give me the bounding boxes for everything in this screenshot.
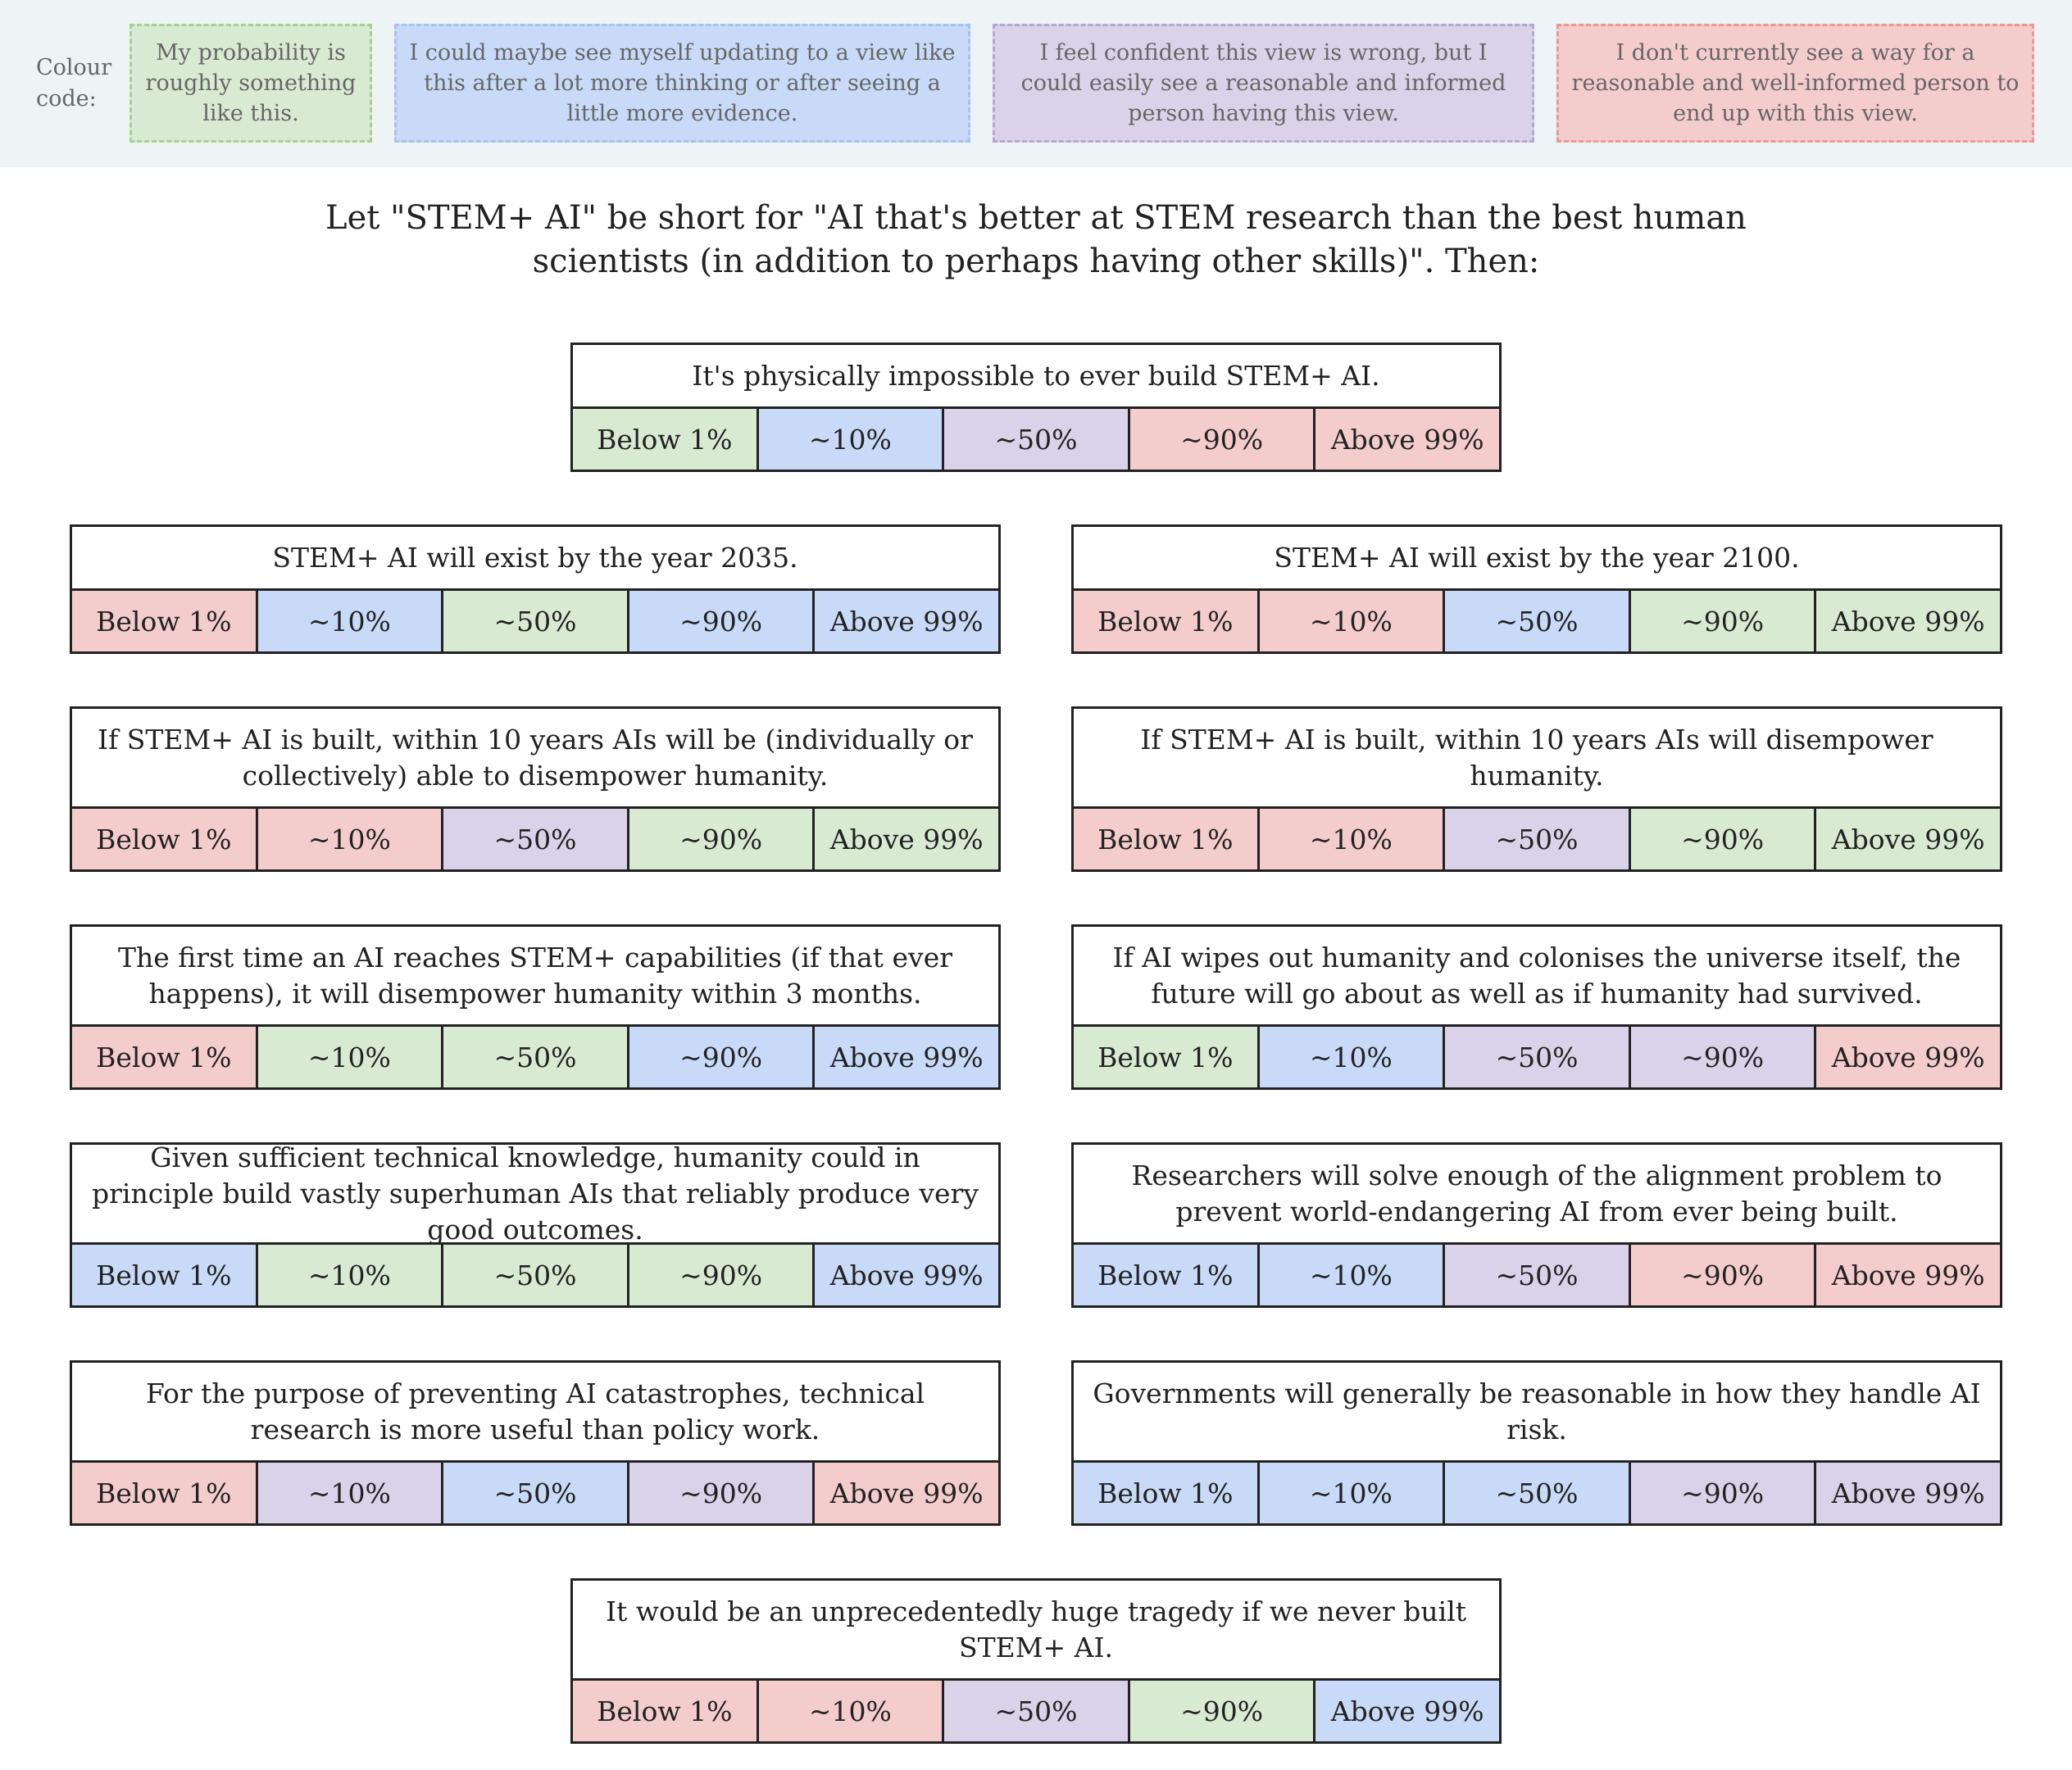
probability-option: Below 1%: [1074, 1027, 1257, 1087]
probability-option: ~90%: [627, 1027, 813, 1087]
option-row: [1071, 806, 2002, 872]
probability-option: ~50%: [1443, 1463, 1629, 1523]
probability-option: ~10%: [1257, 809, 1443, 869]
probability-option: ~50%: [441, 809, 627, 869]
legend-item-green: My probability is roughly something like this.: [130, 24, 372, 143]
probability-option: Above 99%: [812, 591, 998, 651]
question-text: STEM+ AI will exist by the year 2035.: [70, 524, 1001, 588]
probability-option: ~10%: [1257, 1027, 1443, 1087]
question-card: [1071, 924, 2002, 1090]
probability-option: ~90%: [1629, 1245, 1815, 1305]
probability-option: ~90%: [627, 1245, 813, 1305]
probability-option: ~50%: [441, 1245, 627, 1305]
probability-option: ~10%: [256, 809, 442, 869]
probability-option: Below 1%: [1074, 591, 1257, 651]
question-text: Given sufficient technical knowledge, humanity could in principle build vastly superhuman AIs that reliably produce very good outcomes.: [70, 1142, 1001, 1242]
probability-option: Above 99%: [812, 1245, 998, 1305]
question-card: [1071, 706, 2002, 872]
probability-option: ~50%: [1443, 591, 1629, 651]
probability-option: ~90%: [627, 809, 813, 869]
question-card: [1071, 1142, 2002, 1308]
colour-code-legend: [0, 0, 2072, 167]
option-row: [70, 588, 1001, 654]
question-card: [1071, 1360, 2002, 1526]
probability-option: Below 1%: [1074, 1463, 1257, 1523]
option-row: [570, 406, 1502, 472]
probability-option: ~10%: [757, 409, 943, 470]
question-card: [70, 524, 1001, 654]
option-row: [70, 1024, 1001, 1090]
probability-option: ~50%: [942, 409, 1128, 470]
probability-option: ~90%: [1128, 409, 1314, 470]
option-row: [1071, 1242, 2002, 1308]
probability-option: Above 99%: [1814, 1027, 2000, 1087]
probability-option: ~10%: [757, 1681, 943, 1741]
probability-option: Below 1%: [72, 591, 256, 651]
probability-option: Above 99%: [1814, 1245, 2000, 1305]
option-row: [570, 1678, 1502, 1744]
probability-option: Above 99%: [1814, 1463, 2000, 1523]
probability-option: Above 99%: [812, 1463, 998, 1523]
option-row: [1071, 1460, 2002, 1526]
probability-option: ~90%: [1629, 591, 1815, 651]
probability-option: ~90%: [1128, 1681, 1314, 1741]
probability-option: Above 99%: [1814, 809, 2000, 869]
option-row: [70, 1460, 1001, 1526]
probability-option: ~50%: [1443, 809, 1629, 869]
probability-option: ~50%: [441, 591, 627, 651]
probability-option: ~50%: [942, 1681, 1128, 1741]
question-card: [70, 1360, 1001, 1526]
option-row: [70, 1242, 1001, 1308]
legend-item-purple: I feel confident this view is wrong, but I could easily see a reasonable and informed person having this view.: [993, 24, 1534, 143]
probability-option: Above 99%: [812, 809, 998, 869]
probability-option: ~50%: [441, 1027, 627, 1087]
question-card: [1071, 524, 2002, 654]
question-text: For the purpose of preventing AI catastrophes, technical research is more useful than policy work.: [70, 1360, 1001, 1460]
intro-text: Let "STEM+ AI" be short for "AI that's better at STEM research than the best human scientists (in addition to perhaps having other skills)". Then:: [325, 199, 1747, 280]
probability-option: ~90%: [627, 1463, 813, 1523]
legend-label: Colour code:: [36, 55, 112, 111]
probability-option: Below 1%: [1074, 809, 1257, 869]
question-card: [570, 1578, 1502, 1744]
probability-option: ~10%: [256, 591, 442, 651]
probability-option: Below 1%: [573, 1681, 757, 1741]
probability-option: Below 1%: [573, 409, 757, 470]
probability-option: Above 99%: [1814, 591, 2000, 651]
question-text: It would be an unprecedentedly huge tragedy if we never built STEM+ AI.: [570, 1578, 1502, 1678]
question-text: If STEM+ AI is built, within 10 years AIs will disempower humanity.: [1071, 706, 2002, 806]
question-text: STEM+ AI will exist by the year 2100.: [1071, 524, 2002, 588]
probability-option: Below 1%: [72, 1463, 256, 1523]
probability-option: Below 1%: [72, 1245, 256, 1305]
probability-option: Below 1%: [72, 809, 256, 869]
option-row: [1071, 1024, 2002, 1090]
legend-item-red: I don't currently see a way for a reasonable and well-informed person to end up with this view.: [1556, 24, 2034, 143]
probability-option: ~90%: [1629, 1027, 1815, 1087]
probability-option: ~90%: [1629, 1463, 1815, 1523]
option-row: [1071, 588, 2002, 654]
probability-option: ~10%: [256, 1463, 442, 1523]
probability-option: ~50%: [1443, 1245, 1629, 1305]
probability-option: ~10%: [256, 1027, 442, 1087]
question-card: [70, 706, 1001, 872]
question-text: Researchers will solve enough of the alignment problem to prevent world-endangering AI from ever being built.: [1071, 1142, 2002, 1242]
probability-option: ~50%: [1443, 1027, 1629, 1087]
question-card: [70, 1142, 1001, 1308]
probability-option: ~90%: [627, 591, 813, 651]
question-card: [570, 343, 1502, 472]
probability-option: Above 99%: [1313, 409, 1499, 470]
question-text: Governments will generally be reasonable in how they handle AI risk.: [1071, 1360, 2002, 1460]
question-text: If AI wipes out humanity and colonises the universe itself, the future will go about as well as if humanity had survived.: [1071, 924, 2002, 1024]
probability-option: Above 99%: [1313, 1681, 1499, 1741]
question-text: If STEM+ AI is built, within 10 years AIs will be (individually or collectively) able to disempower humanity.: [70, 706, 1001, 806]
probability-option: ~10%: [1257, 1245, 1443, 1305]
probability-option: ~10%: [1257, 591, 1443, 651]
probability-option: ~10%: [256, 1245, 442, 1305]
question-card: [70, 924, 1001, 1090]
probability-option: Below 1%: [1074, 1245, 1257, 1305]
question-text: The first time an AI reaches STEM+ capabilities (if that ever happens), it will disempower humanity within 3 months.: [70, 924, 1001, 1024]
probability-option: ~10%: [1257, 1463, 1443, 1523]
probability-option: ~90%: [1629, 809, 1815, 869]
legend-item-blue: I could maybe see myself updating to a view like this after a lot more thinking or after seeing a little more evidence.: [394, 24, 970, 143]
probability-option: Above 99%: [812, 1027, 998, 1087]
question-text: It's physically impossible to ever build STEM+ AI.: [570, 343, 1502, 406]
probability-option: ~50%: [441, 1463, 627, 1523]
probability-option: Below 1%: [72, 1027, 256, 1087]
option-row: [70, 806, 1001, 872]
